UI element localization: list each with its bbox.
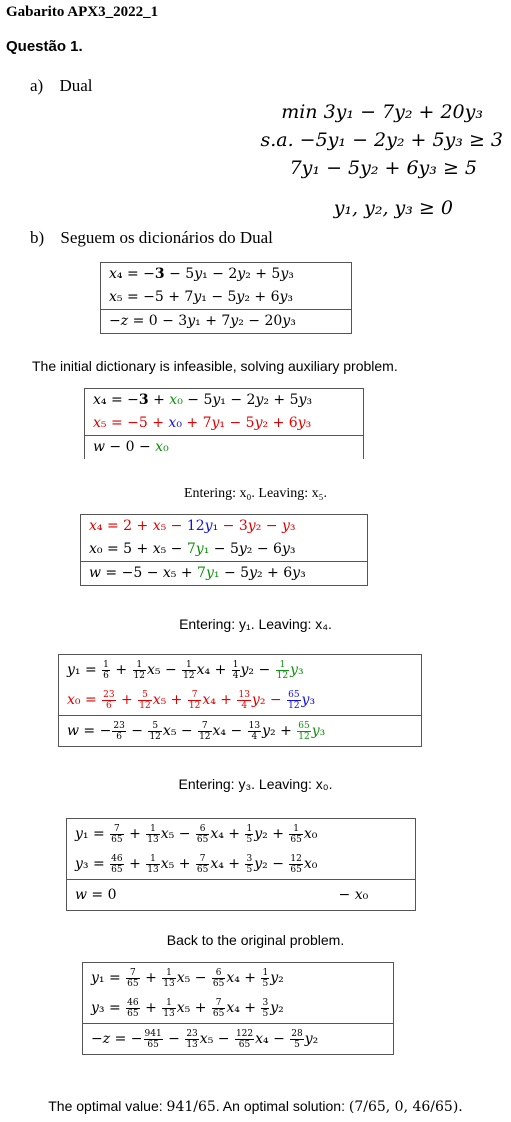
infeasible-caption: The initial dictionary is infeasible, solving auxiliary problem. [32, 358, 398, 374]
dictionary-aux-2 [80, 514, 368, 586]
dict-objective-row: w = 0 − x₀ [67, 879, 415, 910]
dictionary-aux-final [66, 818, 416, 911]
step-caption-3: Entering: y₃. Leaving: x₀. [178, 776, 333, 792]
dict-objective-row: w = −5 − x₅ + 7y₁ − 5y₂ + 6y₃ [81, 561, 367, 585]
dictionary-aux-3 [58, 654, 422, 747]
dict-row: y₃ = $\frac{46}{65}$ + $\frac{1}{13}$ x₅ + $\frac{7}{65}$ x₄ + $\frac{3}{5}$ y₂ [91, 997, 284, 1019]
dual-constraint-2: 7y₁ − 5y₂ + 6y₃ ≥ 5 [289, 157, 477, 179]
part-b-label: b) [30, 228, 45, 247]
dict-row: y₁ = $\frac{7}{65}$ + $\frac{1}{13}$ x₅ − $\frac{6}{65}$ x₄ + $\frac{1}{5}$ y₂ [91, 967, 284, 989]
dictionary-original-final [82, 962, 394, 1055]
dict-objective-row: w − 0 − x₀ [85, 435, 363, 459]
part-b-text: Seguem os dicionários do Dual [60, 228, 273, 247]
dict-row: y₁ = $\frac{1}{6}$ + $\frac{1}{12}$ x₅ − $\frac{1}{12}$ x₄ + $\frac{1}{4}$ y₂ − $\frac{1}{12}$ y₃ [67, 659, 304, 681]
optimal-result [0, 1098, 511, 1115]
dict-row-leaving: x₅ = −5 + x₀ + 7y₁ − 5y₂ + 6y₃ [93, 415, 312, 431]
dict-row: x₀ = 5 + x₅ − 7y₁ − 5y₂ − 6y₃ [89, 541, 296, 557]
step-caption-2: Entering: y₁. Leaving: x₄. [179, 616, 332, 632]
dict-row: x₄ = −3 − 5y₁ − 2y₂ + 5y₃ [109, 266, 294, 282]
dual-problem [260, 98, 503, 222]
dual-constraint-1: s.a. −5y₁ − 2y₂ + 5y₃ ≥ 3 [260, 129, 503, 151]
dict-row-leaving: x₄ = 2 + x₅ − 12y₁ − 3y₂ − y₃ [89, 518, 296, 534]
dual-objective: min 3y₁ − 7y₂ + 20y₃ [281, 101, 483, 123]
dict-row: x₅ = −5 + 7y₁ − 5y₂ + 6y₃ [109, 289, 294, 305]
dictionary-aux-1 [84, 388, 364, 459]
step-caption-1: Entering: x₀. Leaving: x₅. [183, 486, 328, 501]
document-title: Gabarito APX3_2022_1 [6, 4, 159, 20]
optimal-value: 941/65 [166, 1099, 216, 1115]
dict-row-leaving: x₀ = $\frac{23}{6}$ + $\frac{5}{12}$ x₅ + $\frac{7}{12}$ x₄ + $\frac{13}{4}$ y₂ − $\frac{65}{12}$ y₃ [67, 689, 316, 711]
part-b [30, 228, 273, 248]
question-heading: Questão 1. [6, 38, 83, 55]
optimal-solution: (7/65, 0, 46/65). [348, 1099, 463, 1115]
dict-objective-row: −z = − $\frac{941}{65}$ − $\frac{23}{13}$ x₅ − $\frac{122}{65}$ x₄ − $\frac{28}{5}$ y₂ [83, 1023, 393, 1054]
part-a-text: Dual [59, 76, 93, 95]
optimal-value-label: The optimal value: [48, 1098, 163, 1114]
dict-objective-row: −z = 0 − 3y₁ + 7y₂ − 20y₃ [101, 309, 351, 333]
dict-row: y₁ = $\frac{7}{65}$ + $\frac{1}{13}$ x₅ − $\frac{6}{65}$ x₄ + $\frac{1}{5}$ y₂ + $\frac{1}{65}$ x₀ [75, 823, 318, 845]
back-caption: Back to the original problem. [166, 932, 345, 948]
dict-row: x₄ = −3 + x₀ − 5y₁ − 2y₂ + 5y₃ [93, 392, 313, 408]
dict-row: y₃ = $\frac{46}{65}$ + $\frac{1}{13}$ x₅ + $\frac{7}{65}$ x₄ + $\frac{3}{5}$ y₂ − $\frac{12}{65}$ x₀ [75, 853, 318, 875]
dictionary-initial [100, 262, 352, 334]
dict-objective-row: w = − $\frac{23}{6}$ − $\frac{5}{12}$ x₅ − $\frac{7}{12}$ x₄ − $\frac{13}{4}$ y₂ + $\frac{65}{12}$ y₃ [59, 715, 421, 746]
dual-nonnegativity: y₁, y₂, y₃ ≥ 0 [333, 197, 453, 219]
part-a-label: a) [30, 76, 44, 95]
optimal-solution-label: . An optimal solution: [215, 1098, 345, 1114]
part-a [30, 76, 93, 96]
